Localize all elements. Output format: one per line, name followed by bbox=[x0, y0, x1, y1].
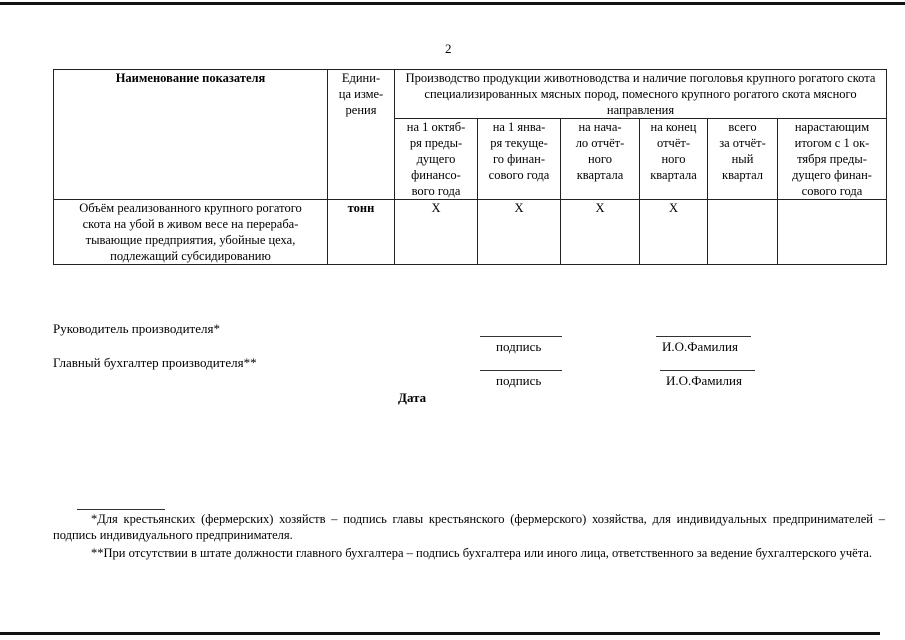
header-unit: Едини- ца изме- рения bbox=[328, 70, 395, 200]
top-border-line bbox=[0, 2, 905, 5]
header-group-title: Производство продукции животноводства и наличие поголовья крупного рогатого скота специализированных мясных пород, помесного крупного рогатого скота мясного направления bbox=[395, 70, 887, 119]
accountant-name-caption: И.О.Фамилия bbox=[666, 373, 742, 388]
subheader-jan-current-year: на 1 янва- ря текуще- го финан- сового года bbox=[478, 119, 561, 200]
accountant-signature-caption: подпись bbox=[496, 373, 542, 388]
row-value-cell bbox=[778, 200, 887, 265]
footnote-separator bbox=[77, 509, 165, 510]
row-value-cell bbox=[708, 200, 778, 265]
subheader-quarter-end: на конец отчёт- ного квартала bbox=[640, 119, 708, 200]
footnote-accountant: **При отсутствии в штате должности главного бухгалтера – подпись бухгалтера или иного лица, ответственного за ведение бухгалтерского учёта. bbox=[91, 546, 873, 560]
indicator-table bbox=[53, 69, 887, 265]
row-indicator-name: Объём реализованного крупного рогатого скота на убой в живом весе на перераба- тывающие предприятия, убойные цеха, подлежащий субсидированию bbox=[54, 200, 328, 265]
row-value-cell: X bbox=[478, 200, 561, 265]
head-signature-line bbox=[480, 336, 562, 337]
table-row bbox=[54, 200, 887, 265]
head-name-line bbox=[656, 336, 751, 337]
row-value-cell: X bbox=[640, 200, 708, 265]
row-value-cell: X bbox=[395, 200, 478, 265]
accountant-signature-line bbox=[480, 370, 562, 371]
subheader-oct-prev-year: на 1 октяб- ря преды- дущего финансо- вого года bbox=[395, 119, 478, 200]
subheader-quarter-total: всего за отчёт- ный квартал bbox=[708, 119, 778, 200]
date-label: Дата bbox=[398, 390, 427, 405]
row-unit: тонн bbox=[328, 200, 395, 265]
head-signature-caption: подпись bbox=[496, 339, 542, 354]
accountant-name-line bbox=[660, 370, 755, 371]
header-indicator-name: Наименование показателя bbox=[54, 70, 328, 200]
subheader-cumulative-total: нарастающим итогом с 1 ок- тября преды- дущего финан- сового года bbox=[778, 119, 887, 200]
footnote-head: *Для крестьянских (фермерских) хозяйств – подпись главы крестьянского (фермерского) хозяйства, для индивидуальных предпринимателей – подпись индивидуального предпринимателя. bbox=[53, 512, 885, 542]
page-number: 2 bbox=[445, 41, 452, 56]
head-label: Руководитель производителя* bbox=[53, 321, 220, 336]
bottom-border-line bbox=[0, 632, 880, 635]
subheader-quarter-start: на нача- ло отчёт- ного квартала bbox=[561, 119, 640, 200]
row-value-cell: X bbox=[561, 200, 640, 265]
head-name-caption: И.О.Фамилия bbox=[662, 339, 738, 354]
accountant-label: Главный бухгалтер производителя** bbox=[53, 355, 257, 370]
